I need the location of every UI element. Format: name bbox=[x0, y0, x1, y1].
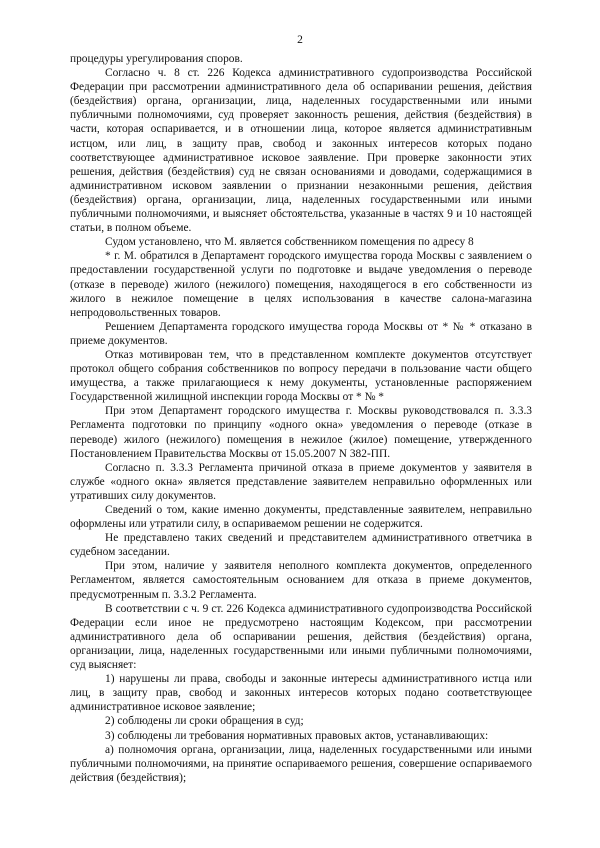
paragraph-refusal-reason: Отказ мотивирован тем, что в представленном комплекте документов отсутствует протокол общего собрания собственников по вопросу передачи в пользование части общего имущества, а также прилагающиеся к нему документы, установленные распоряжением Государственной жилищной инспекции города Москвы от * № * bbox=[70, 348, 532, 404]
document-body bbox=[70, 52, 532, 785]
paragraph-regulation-reference: При этом Департамент городского имущества г. Москвы руководствовался п. 3.3.3 Регламента подготовки по принципу «одного окна» уведомления о переводе (отказе в переводе) жилого (нежилого) помещения в нежилое (жилое) помещение, утвержденного Постановлением Правительства Москвы от 15.05.2007 N 382-ПП. bbox=[70, 405, 532, 460]
list-item-3a: а) полномочия органа, организации, лица, наделенных государственными или иными публичными полномочиями, на принятие оспариваемого решения, совершение оспариваемого действия (бездействия); bbox=[70, 743, 532, 784]
page-number: 2 bbox=[297, 34, 303, 46]
paragraph-incomplete-set: При этом, наличие у заявителя неполного комплекта документов, определенного Регламентом, является самостоятельным основанием для отказа в приеме документов, предусмотренным п. 3.3.2 Регламента. bbox=[70, 560, 532, 601]
list-item-2: 2) соблюдены ли сроки обращения в суд; bbox=[105, 715, 304, 728]
paragraph-no-evidence: Не представлено таких сведений и представителем административного ответчика в судебном заседании. bbox=[70, 532, 532, 559]
paragraph-application: * г. М. обратился в Департамент городского имущества города Москвы с заявлением о предоставлении государственной услуги по подготовке и выдаче уведомления о переводе (отказе в переводе) жилого (нежилого) помещения, находящегося в его собственности из жилого в нежилое помещение в целях использования в качестве салона-магазина непродовольственных товаров. bbox=[70, 250, 532, 319]
paragraph-legal-basis-part-9: В соответствии с ч. 9 ст. 226 Кодекса административного судопроизводства Российской Федерации если иное не предусмотрено настоящим Кодексом, при рассмотрении административного дела об оспаривании решения, действия (бездействия) органа, организации, лица, наделенных государственными или иными публичными полномочиями, суд выясняет: bbox=[70, 602, 532, 672]
list-item-3: 3) соблюдены ли требования нормативных правовых актов, устанавливающих: bbox=[105, 729, 489, 742]
paragraph-court-established: Судом установлено, что М. является собственником помещения по адресу 8 bbox=[105, 236, 474, 249]
paragraph-continuation: процедуры урегулирования споров. bbox=[70, 53, 243, 65]
list-item-1: 1) нарушены ли права, свободы и законные интересы административного истца или лиц, в защиту прав, свобод и законных интересов которых подано соответствующее административное исковое заявление; bbox=[70, 673, 532, 714]
paragraph-no-information: Сведений о том, какие именно документы, представленные заявителем, неправильно оформлены или утратили силу, в оспариваемом решении не содержится. bbox=[70, 504, 532, 531]
paragraph-legal-basis-part-8: Согласно ч. 8 ст. 226 Кодекса административного судопроизводства Российской Федерации при рассмотрении административного дела об оспаривании решения, действия (бездействия) органа, организации, лица, наделенных государственными или иными публичными полномочиями, суд проверяет законность решения, действия (бездействия) в части, которая оспаривается, и в отношении лица, которое является административным истцом, или лиц, в защиту прав, свобод и законных интересов которых подано соответствующее административное исковое заявление. При проверке законности этих решения, действия (бездействия) суд не связан основаниями и доводами, содержащимися в административном исковом заявлении о признании незаконными решения, действия (бездействия) органа, организации, лица, наделенных государственными или иными публичными полномочиями, и выясняет обстоятельства, указанные в частях 9 и 10 настоящей статьи, в полном объеме. bbox=[70, 67, 532, 235]
paragraph-refusal-decision: Решением Департамента городского имущества города Москвы от * № * отказано в приеме документов. bbox=[70, 320, 532, 347]
paragraph-regulation-clause: Согласно п. 3.3.3 Регламента причиной отказа в приеме документов у заявителя в службе «одного окна» является представление заявителем неправильно оформленных или утративших силу документов. bbox=[70, 461, 532, 502]
